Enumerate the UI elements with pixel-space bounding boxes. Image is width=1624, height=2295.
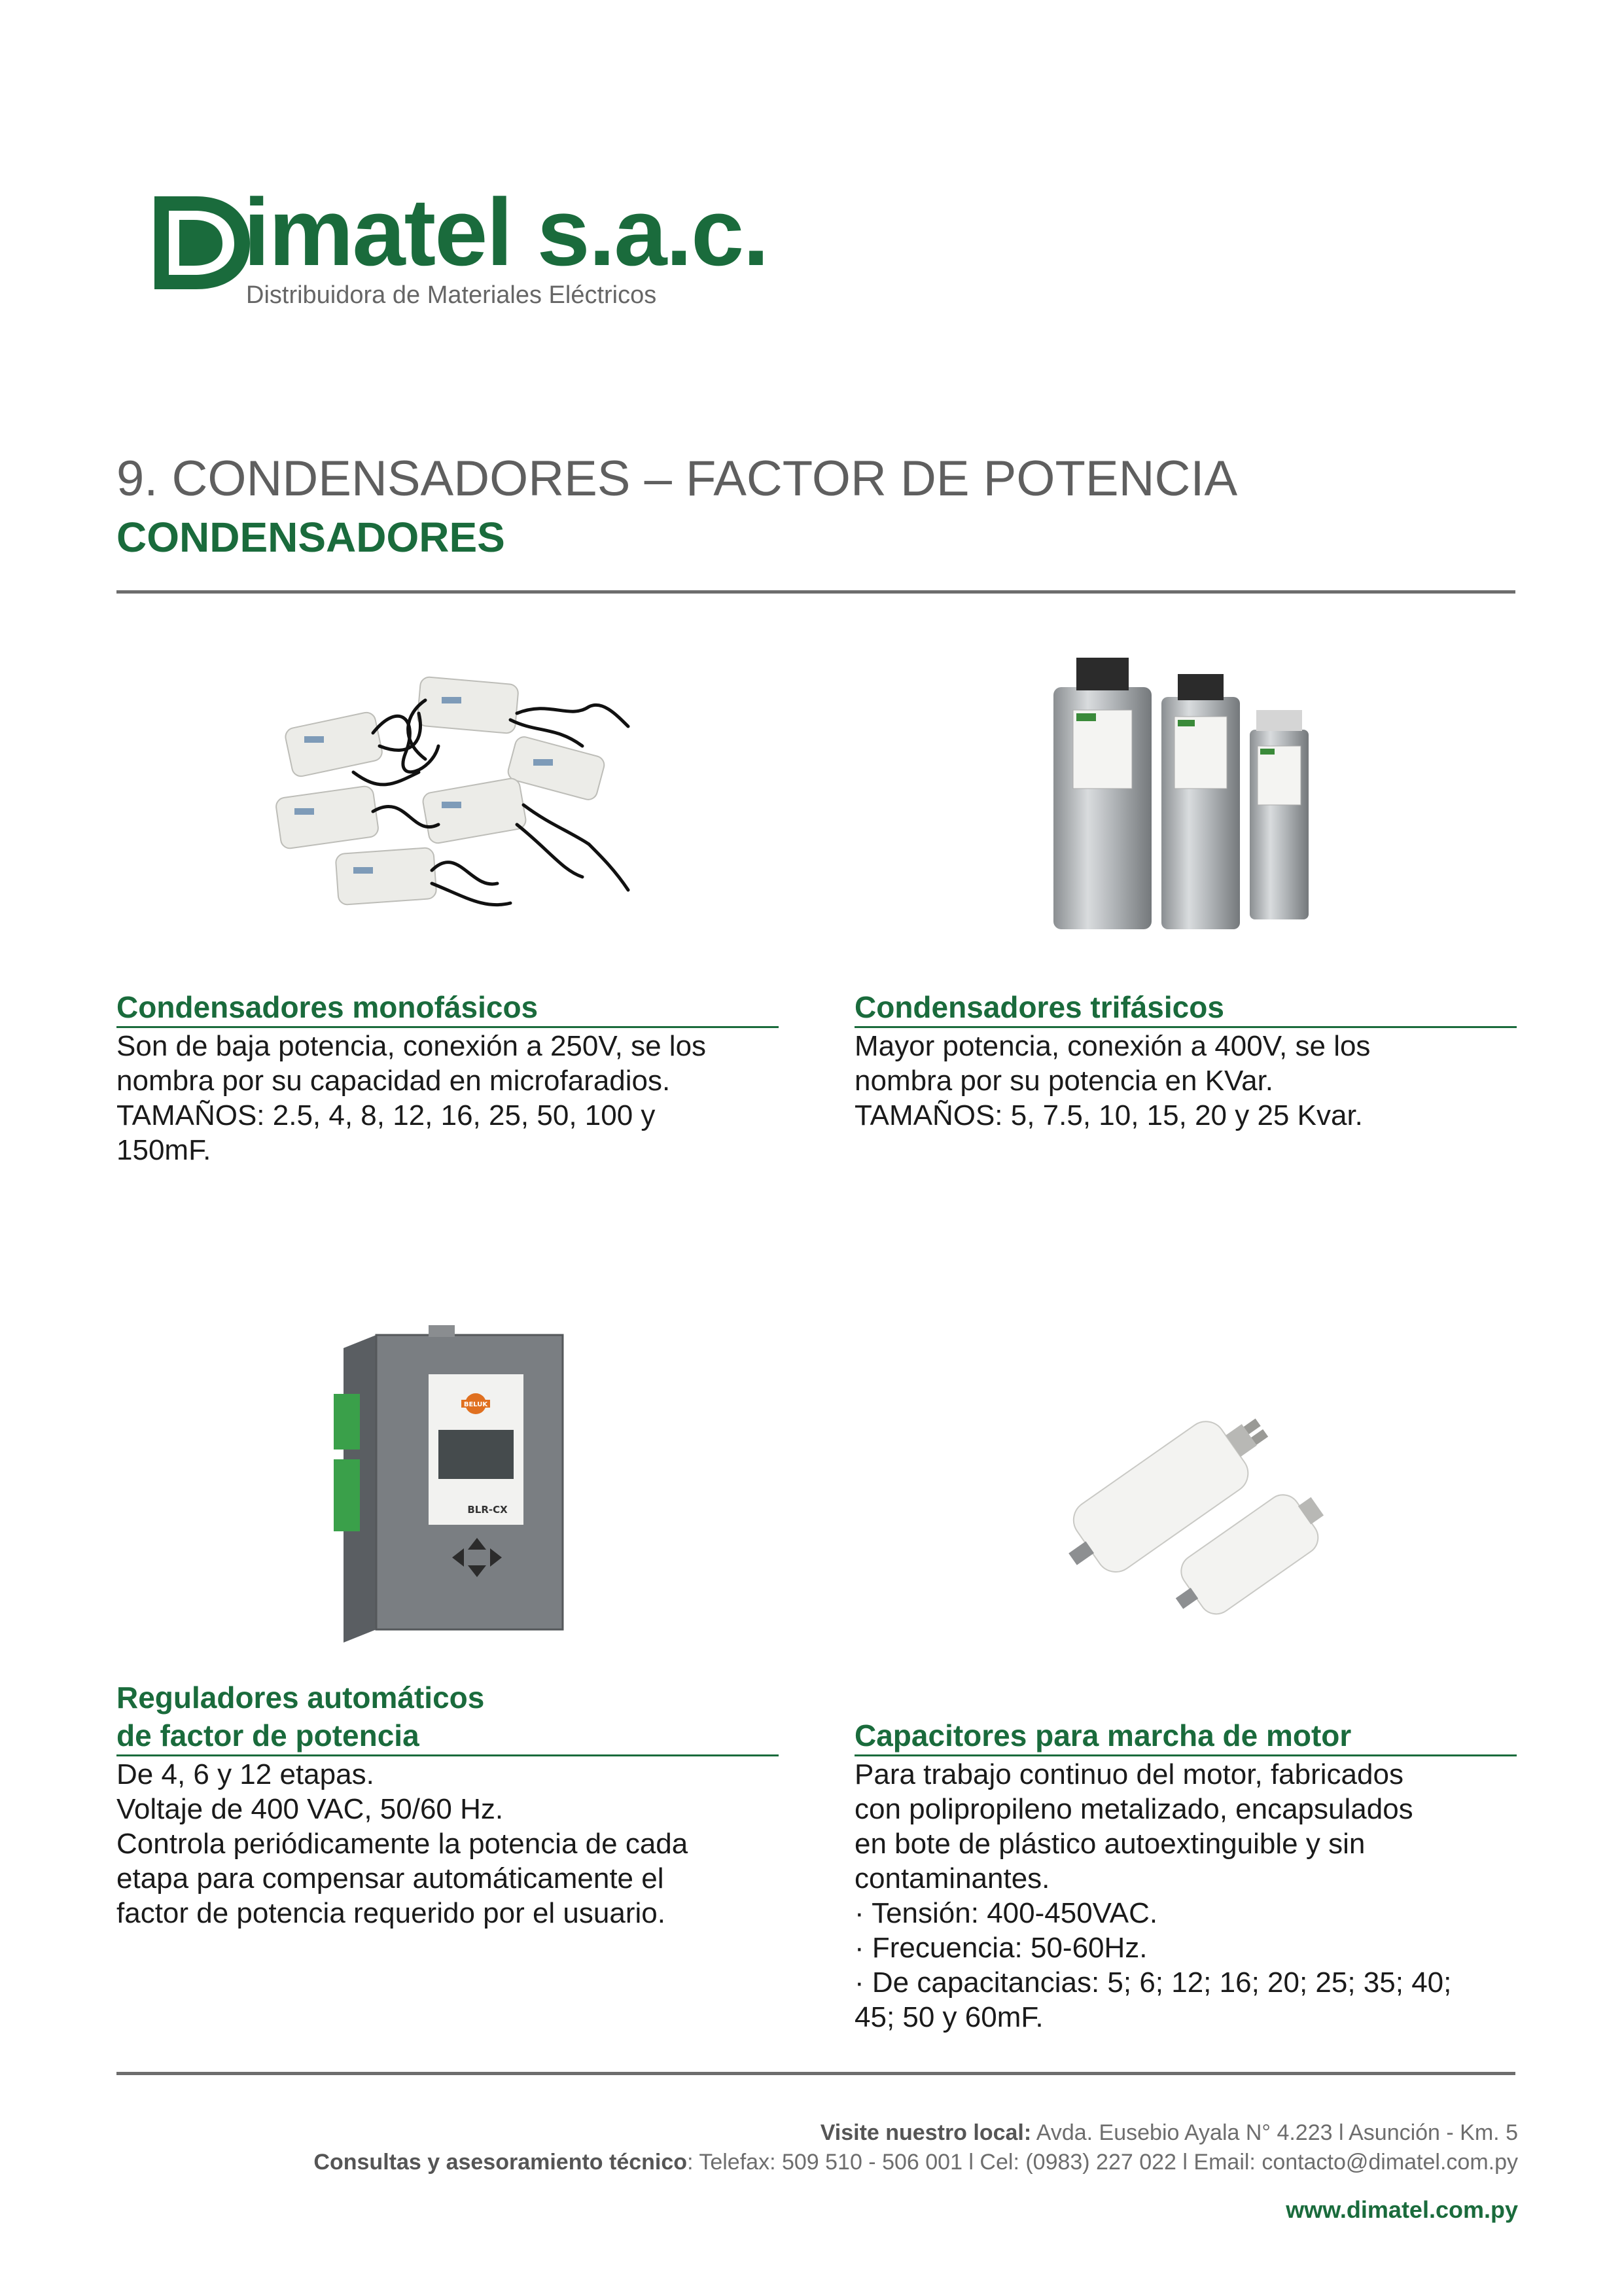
logo-wordmark: imatel s.a.c. [243,179,768,285]
logo-tagline: Distribuidora de Materiales Eléctricos [246,281,657,309]
description-line: Voltaje de 400 VAC, 50/60 Hz. [116,1793,504,1825]
footer-visit-text: Avda. Eusebio Ayala N° 4.223 l Asunción - Km. 5 [1031,2120,1518,2145]
power-factor-regulator-image [330,1322,566,1649]
description-line: nombra por su capacidad en microfaradios. [116,1065,671,1097]
footer-divider [116,2072,1515,2075]
product-title-regulators-line1: Reguladores automáticos [116,1681,485,1715]
section-title: CONDENSADORES [116,514,505,561]
product-description-motor-run [855,1757,1517,2035]
product-description-regulators [116,1757,779,1930]
description-line: con polipropileno metalizado, encapsulados [855,1793,1413,1825]
product-description-three-phase [855,1029,1517,1133]
product-title-motor-run: Capacitores para marcha de motor [855,1717,1517,1756]
spec-line-frequency: · Frecuencia: 50-60Hz. [855,1932,1148,1964]
page-title: 9. CONDENSADORES – FACTOR DE POTENCIA [116,451,1238,507]
description-line: Son de baja potencia, conexión a 250V, se los [116,1030,707,1062]
footer-consult-label: Consultas y asesoramiento técnico [313,2150,688,2175]
header-divider [116,590,1515,594]
product-title-single-phase: Condensadores monofásicos [116,988,779,1028]
description-line: nombra por su potencia en KVar. [855,1065,1274,1097]
description-line: contaminantes. [855,1862,1050,1895]
description-line: en bote de plástico autoextinguible y sin [855,1828,1366,1860]
description-line: Para trabajo continuo del motor, fabricados [855,1758,1403,1790]
product-description-single-phase [116,1029,779,1167]
product-title-regulators-line2: de factor de potencia [116,1717,779,1756]
motor-run-capacitors-image [1047,1368,1328,1643]
spec-line-capacitance: · De capacitancias: 5; 6; 12; 16; 20; 25; 35; 40; [855,1966,1452,1999]
three-phase-capacitors-image [1040,648,1328,942]
footer-address [821,2120,1518,2146]
website-link[interactable]: www.dimatel.com.py [1286,2196,1518,2223]
regulator-brand-label: BELUK [463,1401,488,1408]
description-line: Controla periódicamente la potencia de cada [116,1828,688,1860]
regulator-model-label: BLR-CX [467,1504,508,1516]
footer-consult-text: : Telefax: 509 510 - 506 001 l Cel: (0983) 227 022 l Email: contacto@dimatel.com.py [687,2150,1518,2175]
description-line: TAMAÑOS: 2.5, 4, 8, 12, 16, 25, 50, 100 y [116,1099,656,1131]
footer-contact [313,2150,1518,2175]
company-logo [154,179,768,314]
description-line: factor de potencia requerido por el usuario. [116,1897,665,1929]
product-title-three-phase: Condensadores trifásicos [855,988,1517,1028]
spec-line-voltage: · Tensión: 400-450VAC. [855,1897,1158,1929]
spec-line-capacitance-cont: 45; 50 y 60mF. [855,2001,1044,2033]
footer-visit-label: Visite nuestro local: [820,2120,1032,2145]
description-line: TAMAÑOS: 5, 7.5, 10, 15, 20 y 25 Kvar. [855,1099,1363,1131]
description-line: etapa para compensar automáticamente el [116,1862,664,1895]
logo-d-mark [154,194,253,292]
description-line: 150mF. [116,1134,211,1166]
description-line: Mayor potencia, conexión a 400V, se los [855,1030,1371,1062]
single-phase-capacitors-image [275,674,641,923]
description-line: De 4, 6 y 12 etapas. [116,1758,374,1790]
